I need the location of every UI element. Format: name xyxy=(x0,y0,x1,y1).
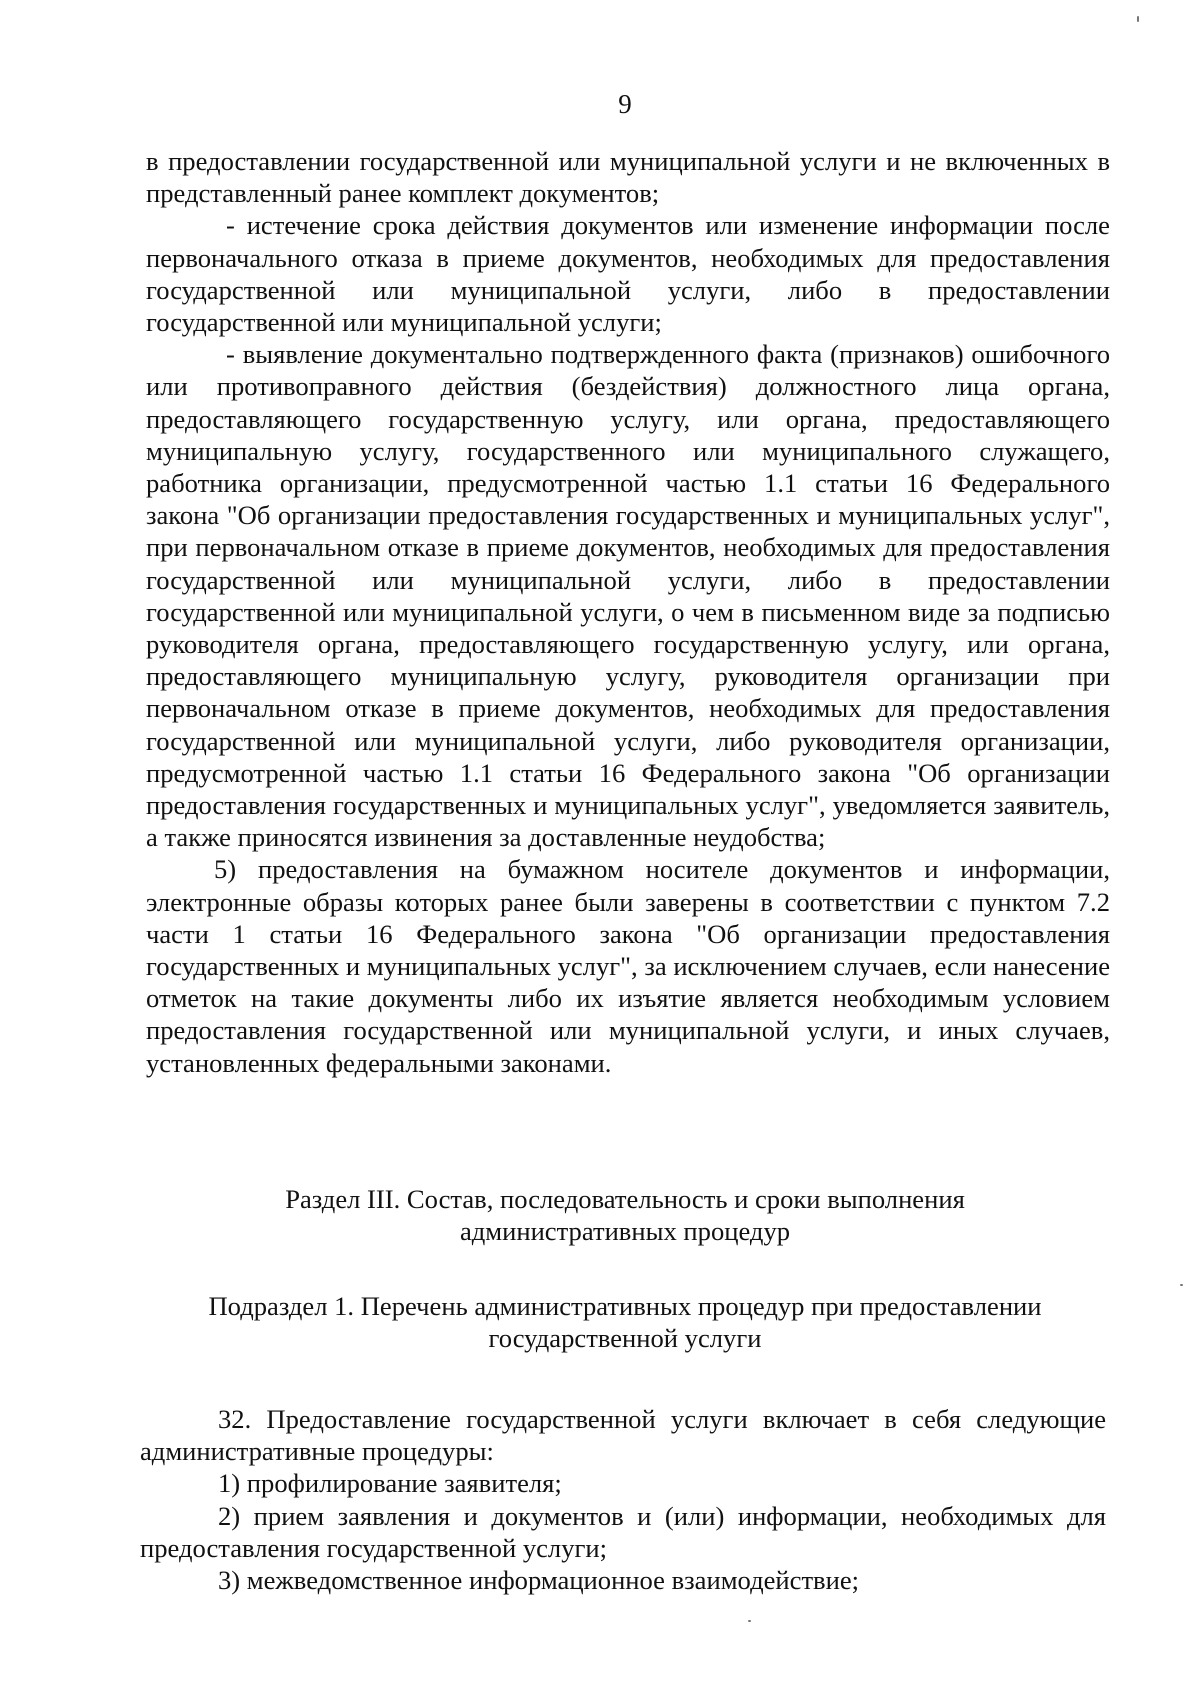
scan-speck xyxy=(1137,16,1139,22)
paragraph-continuation: в предоставлении государственной или муниципальной услуги и не включенных в представленный ранее комплект документов; xyxy=(146,146,1110,209)
section-heading-line-2: административных процедур xyxy=(459,1216,791,1246)
paragraph-expiry-documents: - истечение срока действия документов или изменение информации после первоначального отказа в приеме документов, необходимых для предоставления государственной или муниципальной услуги, либо в предоставлении государственной или муниципальной услуги; xyxy=(146,210,1110,338)
procedure-item-2: 2) прием заявления и документов и (или) информации, необходимых для предоставления государственной услуги; xyxy=(140,1500,1106,1563)
body-text-bottom xyxy=(140,1403,1106,1596)
body-text-top xyxy=(146,145,1110,1079)
section-heading xyxy=(140,1183,1110,1247)
paragraph-erroneous-action: - выявление документально подтвержденного факта (признаков) ошибочного или противоправного действия (бездействия) должностного лица органа, предоставляющего государственную услугу, или органа, предоставляющего муниципальную услугу, государственного или муниципального служащего, работника организации, предусмотренной частью 1.1 статьи 16 Федерального закона "Об организации предоставления государственных и муниципальных услуг", при первоначальном отказе в приеме документов, необходимых для предоставления государственной или муниципальной услуги, либо в предоставлении государственной или муниципальной услуги, о чем в письменном виде за подписью руководителя органа, предоставляющего государственную услугу, или органа, предоставляющего муниципальную услугу, руководителя организации при первоначальном отказе в приеме документов, необходимых для предоставления государственной или муниципальной услуги, либо руководителя организации, предусмотренной частью 1.1 статьи 16 Федерального закона "Об организации предоставления государственных и муниципальных услуг", уведомляется заявитель, а также приносятся извинения за доставленные неудобства; xyxy=(146,339,1110,853)
procedure-item-1: 1) профилирование заявителя; xyxy=(218,1468,562,1499)
subsection-heading-line-1: Подраздел 1. Перечень административных процедур при предоставлении xyxy=(208,1291,1042,1321)
section-heading-line-1: Раздел III. Состав, последовательность и сроки выполнения xyxy=(285,1184,965,1214)
subsection-heading-line-2: государственной услуги xyxy=(488,1323,762,1353)
paragraph-32: 32. Предоставление государственной услуги включает в себя следующие административные процедуры: xyxy=(140,1404,1106,1467)
subsection-heading xyxy=(140,1290,1110,1354)
procedure-item-3: 3) межведомственное информационное взаимодействие; xyxy=(218,1565,860,1596)
paragraph-item-5: 5) предоставления на бумажном носителе документов и информации, электронные образы которых ранее были заверены в соответствии с пунктом 7.2 части 1 статьи 16 Федерального закона "Об организации предоставления государственных и муниципальных услуг", за исключением случаев, если нанесение отметок на такие документы либо их изъятие является необходимым условием предоставления государственной или муниципальной услуги, и иных случаев, установленных федеральными законами. xyxy=(146,854,1110,1078)
page-number: 9 xyxy=(618,89,632,119)
scan-speck xyxy=(748,1620,751,1622)
scan-speck xyxy=(1180,1284,1183,1286)
